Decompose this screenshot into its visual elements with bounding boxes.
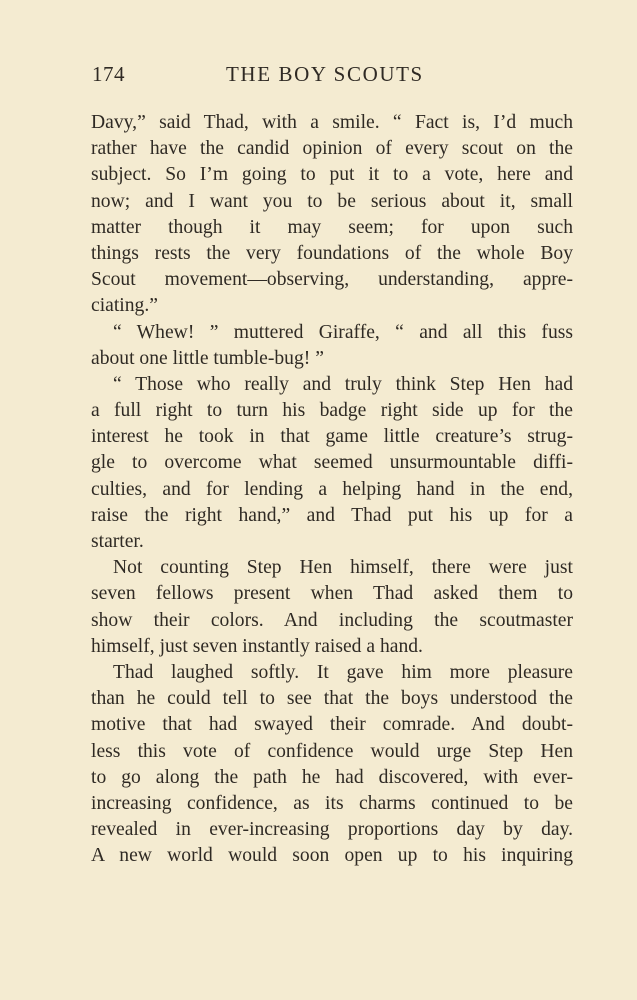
text-line: Scout movement—observing, understanding, appre- (91, 269, 573, 291)
text-line: to go along the path he had discovered, with ever- (91, 766, 573, 788)
text-line: “ Whew! ” muttered Giraffe, “ and all this fuss (113, 321, 573, 343)
text-line: culties, and for lending a helping hand in the end, (91, 478, 573, 500)
text-line: less this vote of confidence would urge Step Hen (91, 740, 573, 762)
text-line: “ Those who really and truly think Step Hen had (113, 373, 573, 395)
text-line: rather have the candid opinion of every scout on the (91, 138, 573, 160)
text-line: seven fellows present when Thad asked them to (91, 583, 573, 605)
text-line: things rests the very foundations of the whole Boy (91, 242, 573, 264)
text-line: now; and I want you to be serious about it, small (91, 190, 573, 212)
text-line: about one little tumble-bug! ” (91, 347, 324, 369)
text-line: interest he took in that game little creature’s strug- (91, 426, 573, 448)
text-line: a full right to turn his badge right side up for the (91, 400, 573, 422)
text-line: A new world would soon open up to his inquiring (91, 845, 573, 867)
text-line: gle to overcome what seemed unsurmountable diffi- (91, 452, 573, 474)
text-line: raise the right hand,” and Thad put his up for a (91, 504, 573, 526)
text-line: Thad laughed softly. It gave him more pleasure (113, 661, 573, 683)
text-line: subject. So I’m going to put it to a vote, here and (91, 164, 573, 186)
text-line: Not counting Step Hen himself, there were just (113, 557, 573, 579)
page-number: 174 (92, 62, 125, 86)
text-line: himself, just seven instantly raised a hand. (91, 635, 423, 657)
running-title: THE BOY SCOUTS (226, 62, 424, 86)
body-text (91, 110, 573, 869)
text-line: motive that had swayed their comrade. And doubt- (91, 714, 573, 736)
text-line: than he could tell to see that the boys understood the (91, 688, 573, 710)
text-line: show their colors. And including the scoutmaster (91, 609, 573, 631)
text-line: ciating.” (91, 295, 158, 317)
text-line: revealed in ever-increasing proportions day by day. (91, 819, 573, 841)
text-line: starter. (91, 531, 144, 552)
page-header (92, 62, 572, 92)
text-line: increasing confidence, as its charms continued to be (91, 792, 573, 814)
text-line: matter though it may seem; for upon such (91, 216, 573, 238)
text-line: Davy,” said Thad, with a smile. “ Fact is, I’d much (91, 112, 573, 133)
